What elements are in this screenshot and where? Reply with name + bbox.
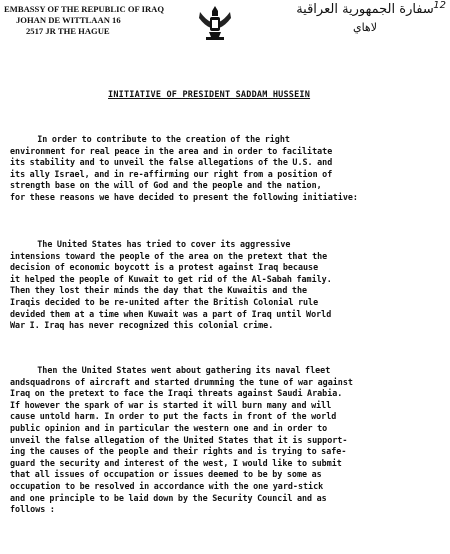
paragraph-line: ing the causes of the people and their rights and is trying to safe- [10,446,347,457]
letterhead-line-3: 2517 JR THE HAGUE [26,26,110,36]
paragraph-line: devided them at a time when Kuwait was a part of Iraq until World [10,308,332,319]
iraq-eagle-emblem-icon [196,2,234,42]
letterhead-line-2: JOHAN DE WITTLAAN 16 [16,15,121,25]
paragraph-line: follows : [10,504,55,515]
paragraph-line: In order to contribute to the creation of the right [10,134,290,144]
paragraph-line: its ally Israel, and in re-affirming our right from a position of [10,168,333,179]
paragraph-line: guard the security and interest of the west, I would like to submit [10,457,342,468]
paragraph-line: for these reasons we have decided to present the following initiative: [10,191,358,202]
arabic-line-1: سفارة الجمهورية العراقية [296,2,434,17]
paragraph-line: intensions toward the people of the area on the pretext that the [10,250,328,261]
arabic-embassy-header [290,2,440,36]
paragraph-line: Then they lost their minds the day that the Kuwaitis and the [10,285,308,296]
paragraph-line: unveil the false allegation of the United States that it is support- [10,434,348,445]
letterhead-line-1: EMBASSY OF THE REPUBLIC OF IRAQ [4,4,165,14]
paragraph-line: If however the spark of war is started it will burn many and will [10,399,332,410]
paragraph-line: Iraq on the pretext to face the Iraqi threats against Saudi Arabia. [10,388,343,399]
paragraph-line: environment for real peace in the area and in order to facilitate [10,145,333,156]
paragraph-2 [10,239,442,332]
document-title: INITIATIVE OF PRESIDENT SADDAM HUSSEIN [108,90,311,100]
paragraph-line: War I. Iraq has never recognized this colonial crime. [10,320,274,331]
paragraph-line: Iraqis decided to be re-united after the British Colonial rule [10,296,319,307]
paragraph-line: it helped the people of Kuwait to get rid of the Al-Sabah family. [10,273,332,284]
paragraph-line: public opinion and in particular the western one and in order to [10,422,328,433]
paragraph-line: Then the United States went about gathering its naval fleet [10,365,331,375]
paragraph-line: strength base on the will of God and the people and the nation, [10,180,322,191]
paragraph-line: decision of economic boycott is a protest against Iraq because [10,262,319,273]
arabic-line-2: لاهاي [352,21,378,34]
paragraph-line: occupation to be resolved in accordance with the one yard-stick [10,480,324,491]
paragraph-line: and one principle to be laid down by the Security Council and as [10,492,327,503]
paragraph-line: andsquadrons of aircraft and started drumming the tune of war against [10,376,353,387]
paragraph-1 [10,134,442,204]
paragraph-line: that all issues of occupation or issues deemed to be by some as [10,469,322,480]
paragraph-line: cause untold harm. In order to put the facts in front of the world [10,411,337,422]
embassy-letterhead [4,4,164,37]
paragraph-3 [10,365,442,516]
page-corner-mark: 12 [433,0,446,11]
paragraph-line: its stability and to unveil the false allegations of the U.S. and [10,157,333,168]
paragraph-line: The United States has tried to cover its aggressive [10,239,291,249]
